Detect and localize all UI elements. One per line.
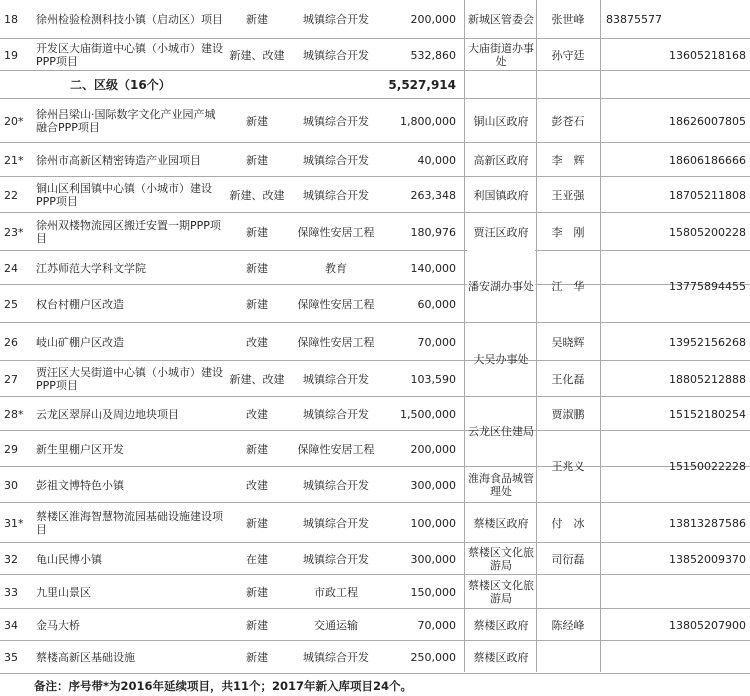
investment-amount: 103,590 bbox=[410, 372, 456, 386]
row-number: 26 bbox=[4, 335, 18, 349]
project-name: 龟山民博小镇 bbox=[36, 552, 102, 566]
project-name: 岐山矿棚户区改造 bbox=[36, 335, 124, 349]
contact-phone: 13605218168 bbox=[669, 48, 746, 62]
investment-amount: 200,000 bbox=[410, 442, 456, 456]
contact-person: 李 辉 bbox=[551, 153, 585, 167]
table-row bbox=[0, 0, 750, 38]
project-name: 蔡楼高新区基础设施 bbox=[36, 650, 135, 664]
contact-person: 司衍磊 bbox=[551, 552, 585, 566]
row-number: 28* bbox=[4, 407, 24, 421]
row-number: 30 bbox=[4, 478, 18, 492]
project-category: 城镇综合开发 bbox=[303, 478, 369, 492]
project-name: 新生里棚户区开发 bbox=[36, 442, 124, 456]
investment-amount: 150,000 bbox=[410, 585, 456, 599]
build-type: 新建 bbox=[246, 618, 268, 632]
project-name: 开发区大庙街道中心镇（小城市）建设PPP项目 bbox=[36, 42, 223, 68]
table-row bbox=[0, 142, 750, 177]
project-category: 城镇综合开发 bbox=[303, 114, 369, 128]
project-category: 城镇综合开发 bbox=[303, 188, 369, 202]
build-type: 新建 bbox=[246, 585, 268, 599]
responsible-unit: 大吴办事处 bbox=[473, 352, 529, 366]
build-type: 新建、改建 bbox=[229, 372, 285, 386]
section-label: 二、区级（16个） bbox=[70, 77, 171, 92]
project-name: 铜山区利国镇中心镇（小城市）建设PPP项目 bbox=[36, 182, 212, 208]
project-category: 城镇综合开发 bbox=[303, 650, 369, 664]
project-name: 徐州检验检测科技小镇（启动区）项目 bbox=[36, 12, 223, 26]
project-category: 城镇综合开发 bbox=[303, 516, 369, 530]
project-name: 权台村棚户区改造 bbox=[36, 297, 124, 311]
project-name: 江苏师范大学科文学院 bbox=[36, 261, 146, 275]
investment-amount: 40,000 bbox=[417, 153, 456, 167]
project-category: 城镇综合开发 bbox=[303, 153, 369, 167]
row-number: 23* bbox=[4, 225, 24, 239]
table-row bbox=[0, 608, 750, 641]
investment-amount: 70,000 bbox=[417, 335, 456, 349]
contact-phone: 13805207900 bbox=[669, 618, 746, 632]
build-type: 新建、改建 bbox=[229, 188, 285, 202]
contact-phone: 13952156268 bbox=[669, 335, 746, 349]
project-name: 彭祖文博特色小镇 bbox=[36, 478, 124, 492]
contact-person: 彭苍石 bbox=[551, 114, 585, 128]
table-row bbox=[0, 98, 750, 143]
project-category: 城镇综合开发 bbox=[303, 48, 369, 62]
contact-phone: 15805200228 bbox=[669, 225, 746, 239]
investment-amount: 532,860 bbox=[410, 48, 456, 62]
project-name: 九里山景区 bbox=[36, 585, 91, 599]
build-type: 改建 bbox=[246, 407, 268, 421]
table-row bbox=[0, 502, 750, 543]
project-category: 市政工程 bbox=[314, 585, 358, 599]
contact-phone: 83875577 bbox=[606, 12, 662, 26]
row-number: 19 bbox=[4, 48, 18, 62]
section-row bbox=[0, 70, 750, 99]
row-number: 31* bbox=[4, 516, 24, 530]
project-name: 徐州双楼物流园区搬迁安置一期PPP项目 bbox=[36, 219, 221, 245]
responsible-unit: 蔡楼区文化旅游局 bbox=[468, 546, 534, 572]
responsible-unit: 大庙街道办事处 bbox=[468, 42, 534, 68]
table-row bbox=[0, 574, 750, 609]
table-row bbox=[0, 542, 750, 575]
build-type: 在建 bbox=[246, 552, 268, 566]
build-type: 新建 bbox=[246, 153, 268, 167]
row-number: 35 bbox=[4, 650, 18, 664]
investment-amount: 300,000 bbox=[410, 478, 456, 492]
table-row bbox=[0, 396, 750, 431]
project-name: 蔡楼区淮海智慧物流园基础设施建设项目 bbox=[36, 510, 223, 536]
project-name: 徐州市高新区精密铸造产业园项目 bbox=[36, 153, 201, 167]
table-row bbox=[0, 38, 750, 71]
build-type: 新建 bbox=[246, 516, 268, 530]
row-number: 25 bbox=[4, 297, 18, 311]
table-row bbox=[0, 640, 750, 674]
build-type: 改建 bbox=[246, 335, 268, 349]
responsible-unit: 贾汪区政府 bbox=[473, 225, 529, 239]
build-type: 新建、改建 bbox=[229, 48, 285, 62]
responsible-unit: 潘安湖办事处 bbox=[467, 250, 535, 322]
row-number: 24 bbox=[4, 261, 18, 275]
contact-person: 李 刚 bbox=[551, 225, 585, 239]
responsible-unit: 蔡楼区政府 bbox=[473, 618, 529, 632]
project-name: 贾汪区大吴街道中心镇（小城市）建设PPP项目 bbox=[36, 366, 223, 392]
contact-person: 贾淑鹏 bbox=[551, 407, 585, 421]
contact-phone: 13852009370 bbox=[669, 552, 746, 566]
responsible-unit: 铜山区政府 bbox=[473, 114, 529, 128]
project-category: 城镇综合开发 bbox=[303, 407, 369, 421]
project-category: 教育 bbox=[325, 261, 347, 275]
project-category: 保障性安居工程 bbox=[297, 442, 375, 456]
contact-person: 王亚强 bbox=[551, 188, 585, 202]
build-type: 新建 bbox=[246, 261, 268, 275]
contact-person: 付 冰 bbox=[551, 516, 585, 530]
project-name: 徐州吕梁山·国际数字文化产业园产城融合PPP项目 bbox=[36, 108, 216, 134]
column-divider bbox=[536, 0, 537, 672]
responsible-unit: 淮海食品城管理处 bbox=[468, 472, 534, 498]
table-row bbox=[0, 176, 750, 213]
project-category: 城镇综合开发 bbox=[303, 552, 369, 566]
project-category: 保障性安居工程 bbox=[297, 225, 375, 239]
project-category: 保障性安居工程 bbox=[297, 297, 375, 311]
contact-person: 张世峰 bbox=[551, 12, 585, 26]
row-number: 27 bbox=[4, 372, 18, 386]
project-category: 城镇综合开发 bbox=[303, 372, 369, 386]
investment-amount: 1,800,000 bbox=[400, 114, 456, 128]
build-type: 新建 bbox=[246, 297, 268, 311]
table-row bbox=[0, 212, 750, 251]
investment-amount: 140,000 bbox=[410, 261, 456, 275]
contact-person: 王化磊 bbox=[551, 372, 585, 386]
investment-amount: 70,000 bbox=[417, 618, 456, 632]
build-type: 新建 bbox=[246, 12, 268, 26]
contact-person: 江 华 bbox=[551, 279, 585, 293]
project-name: 金马大桥 bbox=[36, 618, 80, 632]
row-number: 22 bbox=[4, 188, 18, 202]
row-number: 32 bbox=[4, 552, 18, 566]
build-type: 新建 bbox=[246, 650, 268, 664]
project-category: 保障性安居工程 bbox=[297, 335, 375, 349]
responsible-unit: 新城区管委会 bbox=[468, 12, 534, 26]
contact-phone: 13813287586 bbox=[669, 516, 746, 530]
responsible-unit: 蔡楼区政府 bbox=[473, 516, 529, 530]
contact-person: 王兆义 bbox=[551, 459, 585, 473]
investment-amount: 263,348 bbox=[410, 188, 456, 202]
table-row bbox=[0, 322, 750, 361]
contact-phone: 13775894455 bbox=[669, 279, 746, 293]
investment-amount: 60,000 bbox=[417, 297, 456, 311]
section-total: 5,527,914 bbox=[388, 77, 456, 92]
responsible-unit: 蔡楼区文化旅游局 bbox=[468, 579, 534, 605]
project-category: 交通运输 bbox=[314, 618, 358, 632]
responsible-unit: 云龙区住建局 bbox=[468, 424, 534, 438]
contact-phone: 18705211808 bbox=[669, 188, 746, 202]
investment-amount: 180,976 bbox=[410, 225, 456, 239]
investment-amount: 250,000 bbox=[410, 650, 456, 664]
responsible-unit: 高新区政府 bbox=[473, 153, 529, 167]
row-number: 20* bbox=[4, 114, 24, 128]
contact-phone: 18805212888 bbox=[669, 372, 746, 386]
investment-amount: 200,000 bbox=[410, 12, 456, 26]
investment-amount: 1,500,000 bbox=[400, 407, 456, 421]
row-number: 34 bbox=[4, 618, 18, 632]
contact-person: 陈经峰 bbox=[551, 618, 585, 632]
column-divider bbox=[600, 0, 601, 672]
build-type: 新建 bbox=[246, 114, 268, 128]
build-type: 改建 bbox=[246, 478, 268, 492]
contact-phone: 18626007805 bbox=[669, 114, 746, 128]
row-number: 33 bbox=[4, 585, 18, 599]
contact-phone: 15152180254 bbox=[669, 407, 746, 421]
contact-phone: 18606186666 bbox=[669, 153, 746, 167]
row-number: 18 bbox=[4, 12, 18, 26]
table-row bbox=[0, 360, 750, 397]
row-number: 29 bbox=[4, 442, 18, 456]
project-category: 城镇综合开发 bbox=[303, 12, 369, 26]
contact-phone: 15150022228 bbox=[669, 459, 746, 473]
build-type: 新建 bbox=[246, 225, 268, 239]
column-divider bbox=[464, 0, 465, 672]
footnote: 备注：序号带*为2016年延续项目，共11个；2017年新入库项目24个。 bbox=[34, 679, 413, 693]
contact-person: 孙守廷 bbox=[551, 48, 585, 62]
row-number: 21* bbox=[4, 153, 24, 167]
responsible-unit: 蔡楼区政府 bbox=[473, 650, 529, 664]
project-name: 云龙区翠屏山及周边地块项目 bbox=[36, 407, 179, 421]
investment-amount: 300,000 bbox=[410, 552, 456, 566]
build-type: 新建 bbox=[246, 442, 268, 456]
contact-person: 吴晓辉 bbox=[551, 335, 585, 349]
investment-amount: 100,000 bbox=[410, 516, 456, 530]
responsible-unit: 利国镇政府 bbox=[473, 188, 529, 202]
